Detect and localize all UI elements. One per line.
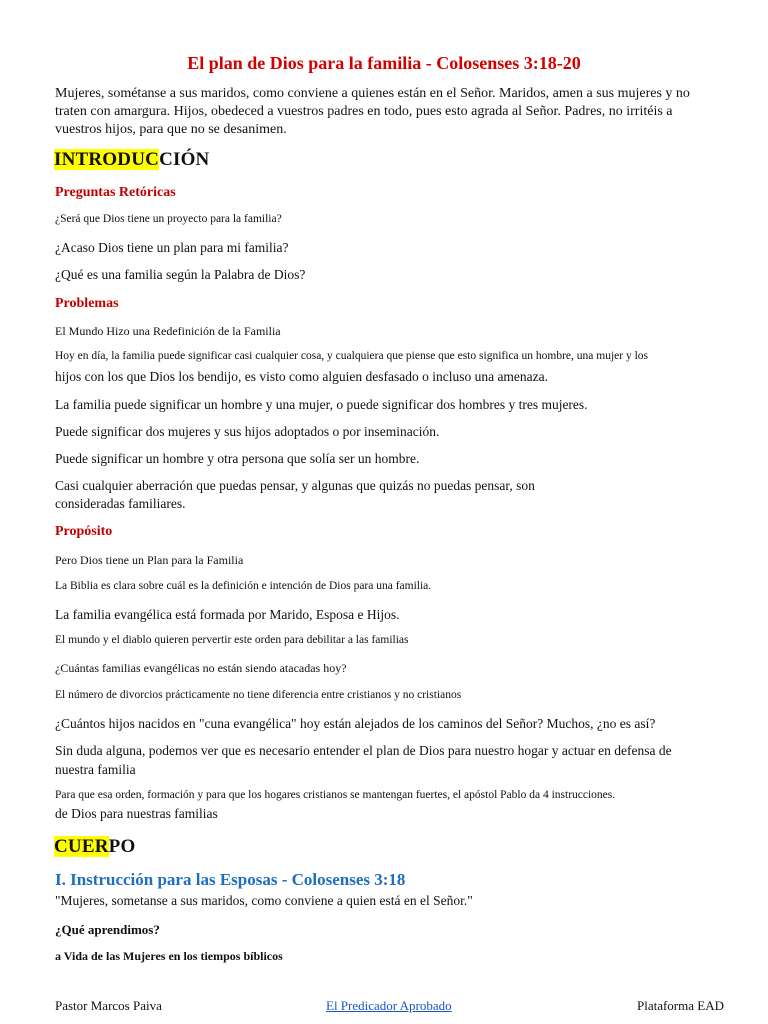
proposito-item: Pero Dios tiene un Plan para la Familia <box>55 553 244 567</box>
introduccion-highlight: INTRODUC <box>54 149 160 170</box>
proposito-item: La familia evangélica está formada por Marido, Esposa e Hijos. <box>55 607 400 622</box>
proposito-heading: Propósito <box>55 524 113 539</box>
proposito-text: Sin duda alguna, podemos ver que es necesario entender el plan de Dios para nuestro hogar y actuar en defensa de <box>55 743 672 758</box>
document-title: El plan de Dios para la familia - Colosenses 3:18-20 <box>187 53 581 73</box>
proposito-item: El mundo y el diablo quieren pervertir este orden para debilitar a las familias <box>55 634 409 646</box>
seccion1-heading: I. Instrucción para las Esposas - Colosenses 3:18 <box>55 870 406 889</box>
problemas-subtitle: El Mundo Hizo una Redefinición de la Familia <box>55 324 281 338</box>
cuerpo-highlight: CUER <box>54 836 109 857</box>
problemas-text: Puede significar un hombre y otra persona que solía ser un hombre. <box>55 451 420 466</box>
problemas-text: Casi cualquier aberración que puedas pensar, y algunas que quizás no puedas pensar, son <box>55 478 535 493</box>
proposito-item: El número de divorcios prácticamente no tiene diferencia entre cristianos y no cristianos <box>55 689 462 701</box>
proposito-text: nuestra familia <box>55 762 136 777</box>
footer-platform: Plataforma EAD <box>636 998 724 1013</box>
cuerpo-rest: PO <box>108 836 136 857</box>
footer-author: Pastor Marcos Paiva <box>55 998 162 1013</box>
preguntas-heading: Preguntas Retóricas <box>55 185 176 200</box>
problemas-text: hijos con los que Dios los bendijo, es visto como alguien desfasado o incluso una amenaza. <box>55 369 549 384</box>
problemas-text: La familia puede significar un hombre y una mujer, o puede significar dos hombres y tres mujeres. <box>55 397 588 412</box>
problemas-text: Hoy en día, la familia puede significar casi cualquier cosa, y cualquiera que piense que esto significa un hombre, una mujer y los <box>55 350 649 362</box>
proposito-item: ¿Cuántos hijos nacidos en "cuna evangélica" hoy están alejados de los caminos del Señor? Muchos, ¿no es así? <box>55 716 656 731</box>
seccion1-verse: "Mujeres, sometanse a sus maridos, como conviene a quien está en el Señor." <box>55 893 473 908</box>
intro-verse: Mujeres, sométanse a sus maridos, como conviene a quienes están en el Señor. Maridos, amen a sus mujeres y no traten con amargura. Hijos, obedeced a vuestros padres en todo, pues esto agrada al Señor. Padres, no irritéis a vuestros hijos, para que no se desanimen. <box>55 86 690 137</box>
proposito-text: de Dios para nuestras familias <box>55 806 218 821</box>
pregunta-item: ¿Qué es una familia según la Palabra de Dios? <box>55 267 306 282</box>
footer-link[interactable]: El Predicador Aprobado <box>326 998 452 1013</box>
problemas-text: Puede significar dos mujeres y sus hijos adoptados o por inseminación. <box>55 424 440 439</box>
introduccion-rest: CIÓN <box>159 149 210 170</box>
problemas-text: consideradas familiares. <box>55 496 186 511</box>
proposito-item: La Biblia es clara sobre cuál es la definición e intención de Dios para una familia. <box>55 580 432 592</box>
cuerpo-heading <box>54 836 135 858</box>
introduccion-heading <box>54 149 209 171</box>
vida-subheading: a Vida de las Mujeres en los tiempos bíblicos <box>55 949 283 963</box>
problemas-heading: Problemas <box>55 296 119 311</box>
pregunta-item: ¿Será que Dios tiene un proyecto para la familia? <box>55 213 282 225</box>
aprendimos-heading: ¿Qué aprendimos? <box>55 922 160 937</box>
pregunta-item: ¿Acaso Dios tiene un plan para mi familia? <box>55 240 289 255</box>
proposito-text: Para que esa orden, formación y para que los hogares cristianos se mantengan fuertes, el apóstol Pablo da 4 instrucciones. <box>55 789 616 801</box>
proposito-item: ¿Cuántas familias evangélicas no están siendo atacadas hoy? <box>55 661 347 675</box>
